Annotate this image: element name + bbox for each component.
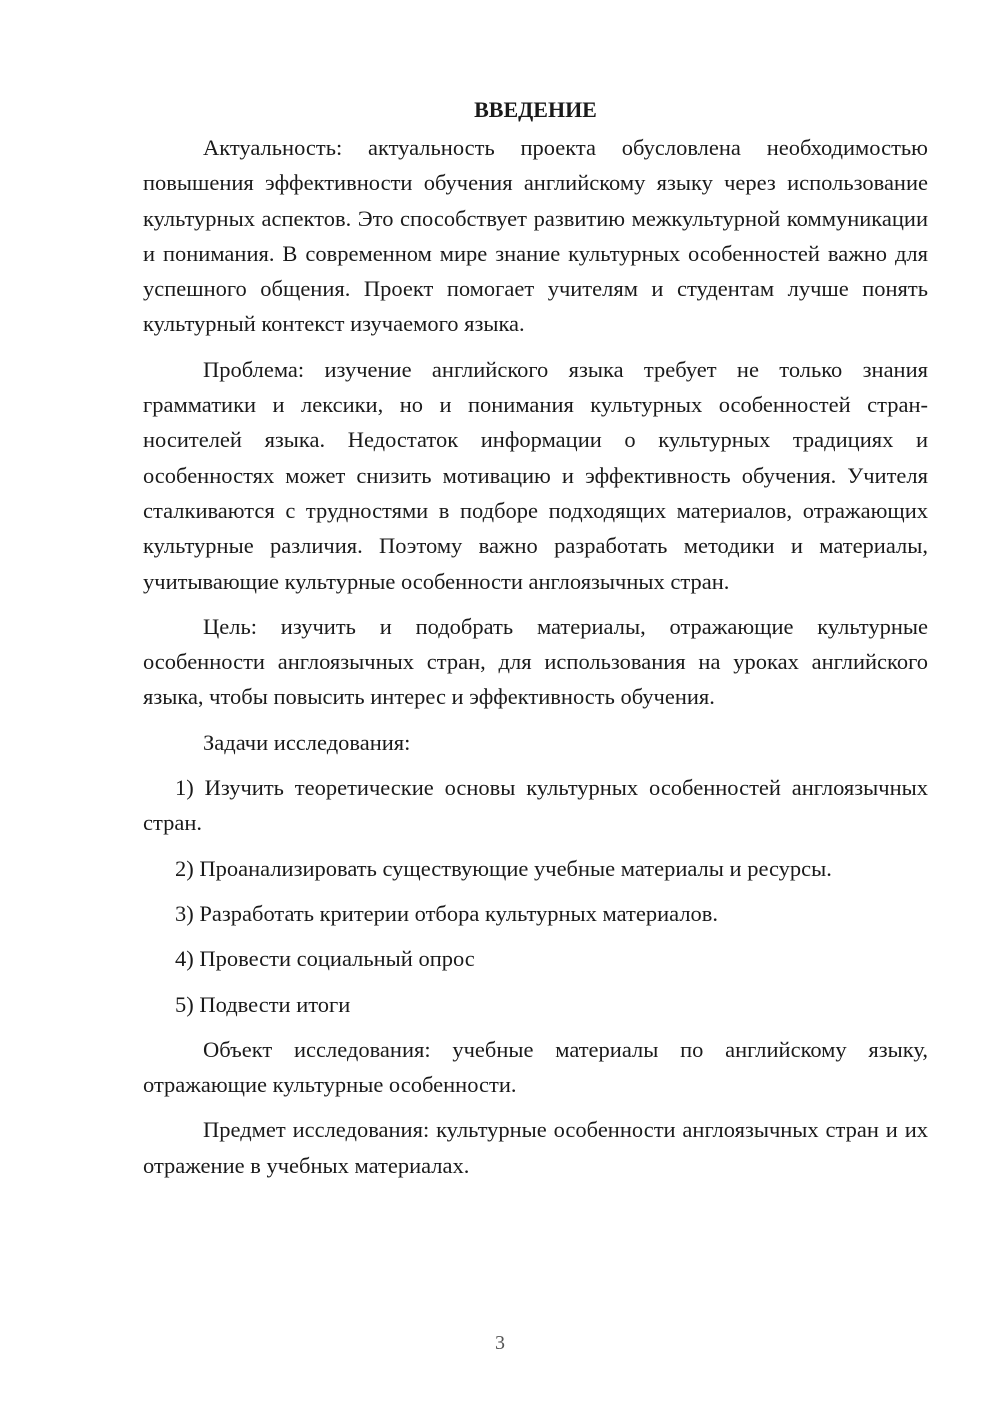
task-item-1: 1) Изучить теоретические основы культурных особенностей англоязычных стран.: [143, 775, 928, 836]
task-item-5: 5) Подвести итоги: [175, 991, 351, 1017]
page-number: 3: [495, 1332, 505, 1354]
task-item-3: 3) Разработать критерии отбора культурных материалов.: [175, 900, 719, 926]
task-item-4: 4) Провести социальный опрос: [175, 946, 475, 972]
paragraph-object: Объект исследования: учебные материалы по английскому языку, отражающие культурные особенности.: [143, 1036, 928, 1098]
paragraph-relevance: Актуальность: актуальность проекта обусловлена необходимостью повышения эффективности обучения английскому языку через использование культурных аспектов. Это способствует развитию межкультурной коммуникации и понимания. В современном мире знание культурных особенностей важно для успешного общения. Проект помогает учителям и студентам лучше понять культурный контекст изучаемого языка.: [143, 135, 928, 337]
paragraph-problem: Проблема: изучение английского языка требует не только знания грамматики и лексики, но и понимания культурных особенностей стран-носителей языка. Недостаток информации о культурных традициях и особенностях может снизить мотивацию и эффективность обучения. Учителя сталкиваются с трудностями в подборе подходящих материалов, отражающих культурные различия. Поэтому важно разработать методики и материалы, учитывающие культурные особенности англоязычных стран.: [143, 356, 928, 594]
task-item-2: 2) Проанализировать существующие учебные материалы и ресурсы.: [175, 855, 832, 881]
paragraph-subject: Предмет исследования: культурные особенности англоязычных стран и их отражение в учебных материалах.: [143, 1117, 928, 1178]
document-page: [143, 92, 928, 1193]
paragraph-tasks-heading: Задачи исследования:: [203, 729, 411, 755]
document-title: ВВЕДЕНИЕ: [474, 97, 597, 122]
paragraph-goal: Цель: изучить и подобрать материалы, отражающие культурные особенности англоязычных стран, для использования на уроках английского языка, чтобы повысить интерес и эффективность обучения.: [143, 613, 928, 710]
